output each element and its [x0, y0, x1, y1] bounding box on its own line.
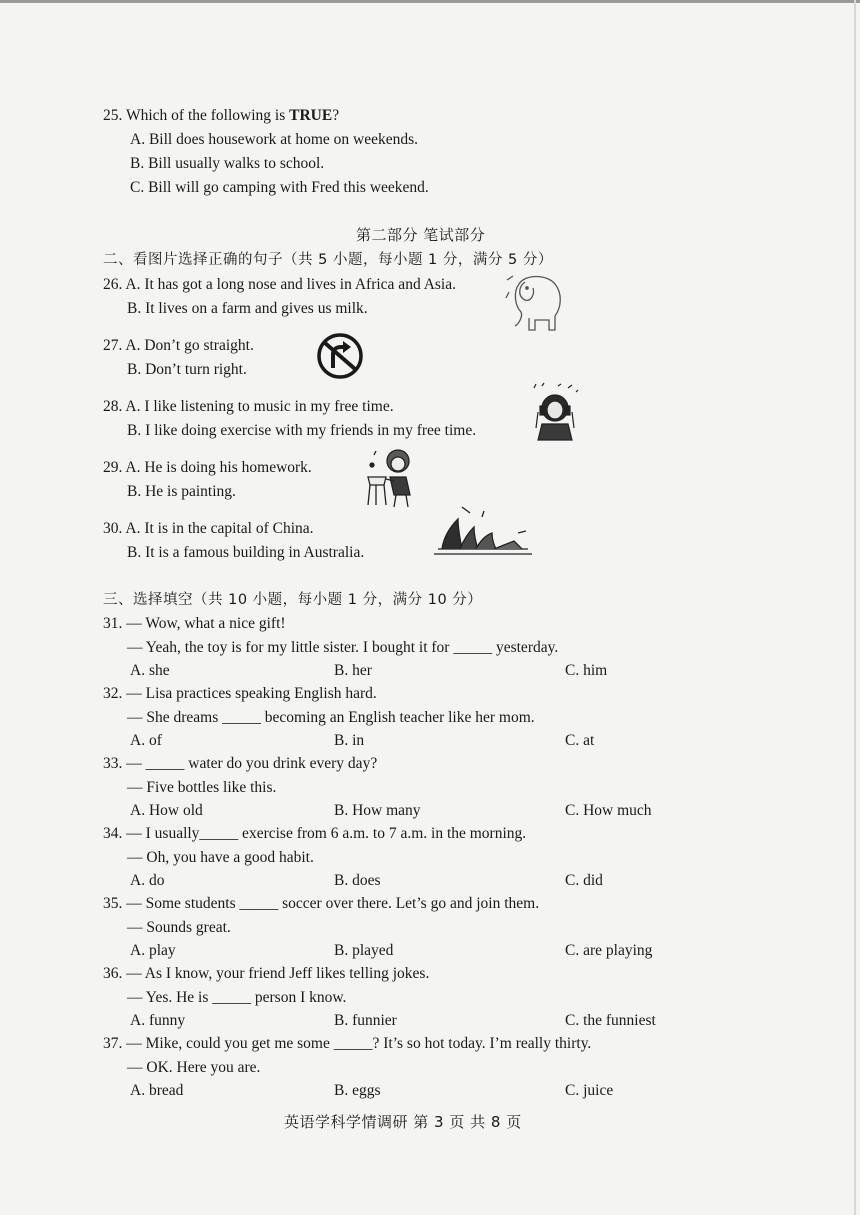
question-33-line-2: — Five bottles like this. — [127, 779, 277, 796]
question-29-option-a: 29. A. He is doing his homework. — [103, 459, 312, 476]
question-33-option-a: A. How old — [130, 802, 203, 819]
question-36-option-c: C. the funniest — [565, 1012, 656, 1029]
question-37-option-a: A. bread — [130, 1082, 184, 1099]
question-36-option-b: B. funnier — [334, 1012, 397, 1029]
question-37-option-c: C. juice — [565, 1082, 614, 1099]
question-29-option-b: B. He is painting. — [127, 483, 236, 500]
section-3-title: 三、选择填空（共 10 小题，每小题 1 分，满分 10 分） — [103, 592, 483, 608]
question-35-option-b: B. played — [334, 942, 394, 959]
question-35-option-a: A. play — [130, 942, 176, 959]
question-31-option-a: A. she — [130, 662, 170, 679]
section-2-title: 二、看图片选择正确的句子（共 5 小题，每小题 1 分，满分 5 分） — [103, 252, 553, 268]
question-35-line-1: 35. — Some students _____ soccer over there. Let’s go and join them. — [103, 895, 540, 912]
question-25-option-a: A. Bill does housework at home on weekends. — [130, 131, 418, 148]
question-34-line-2: — Oh, you have a good habit. — [127, 849, 314, 866]
question-35-option-c: C. are playing — [565, 942, 653, 959]
question-30-option-b: B. It is a famous building in Australia. — [127, 544, 365, 561]
question-25-option-b: B. Bill usually walks to school. — [130, 155, 325, 172]
question-32-option-c: C. at — [565, 732, 595, 749]
question-32-option-b: B. in — [334, 732, 365, 749]
question-25-stem-bold: TRUE — [289, 107, 333, 124]
question-37-line-2: — OK. Here you are. — [127, 1059, 261, 1076]
page-top-edge — [0, 0, 860, 3]
question-28-option-a: 28. A. I like listening to music in my free time. — [103, 398, 394, 415]
question-32-line-1: 32. — Lisa practices speaking English hard. — [103, 685, 377, 702]
question-31-option-b: B. her — [334, 662, 372, 679]
question-34-option-c: C. did — [565, 872, 603, 889]
question-25-stem-end: ? — [332, 107, 340, 124]
no-right-turn-sign-icon — [316, 332, 364, 380]
opera-house-icon — [434, 503, 532, 558]
question-28-option-b: B. I like doing exercise with my friends in my free time. — [127, 422, 477, 439]
question-36-line-1: 36. — As I know, your friend Jeff likes telling jokes. — [103, 965, 430, 982]
question-31-line-2: — Yeah, the toy is for my little sister. I bought it for _____ yesterday. — [127, 639, 559, 656]
question-33-line-1: 33. — _____ water do you drink every day? — [103, 755, 378, 772]
question-27-option-a: 27. A. Don’t go straight. — [103, 337, 254, 354]
elephant-icon — [505, 272, 567, 336]
question-30-option-a: 30. A. It is in the capital of China. — [103, 520, 314, 537]
question-37-line-1: 37. — Mike, could you get me some _____? It’s so hot today. I’m really thirty. — [103, 1035, 592, 1052]
page-footer: 英语学科学情调研 第 3 页 共 8 页 — [284, 1113, 522, 1131]
question-31-option-c: C. him — [565, 662, 608, 679]
question-25-stem — [103, 106, 339, 126]
page-right-edge — [854, 0, 856, 1215]
question-33-option-b: B. How many — [334, 802, 421, 819]
question-32-option-a: A. of — [130, 732, 162, 749]
question-34-line-1: 34. — I usually_____ exercise from 6 a.m. to 7 a.m. in the morning. — [103, 825, 527, 842]
question-31-line-1: 31. — Wow, what a nice gift! — [103, 615, 286, 632]
question-26-option-a: 26. A. It has got a long nose and lives in Africa and Asia. — [103, 276, 456, 293]
question-27-option-b: B. Don’t turn right. — [127, 361, 247, 378]
music-listener-icon — [528, 382, 582, 442]
question-36-line-2: — Yes. He is _____ person I know. — [127, 989, 347, 1006]
boy-painting-icon — [360, 447, 420, 509]
question-37-option-b: B. eggs — [334, 1082, 381, 1099]
question-32-line-2: — She dreams _____ becoming an English teacher like her mom. — [127, 709, 535, 726]
part-two-title: 第二部分 笔试部分 — [356, 226, 486, 244]
question-36-option-a: A. funny — [130, 1012, 186, 1029]
question-34-option-a: A. do — [130, 872, 165, 889]
question-34-option-b: B. does — [334, 872, 381, 889]
question-25-stem-text: 25. Which of the following is — [103, 107, 290, 124]
question-33-option-c: C. How much — [565, 802, 652, 819]
question-26-option-b: B. It lives on a farm and gives us milk. — [127, 300, 368, 317]
question-25-option-c: C. Bill will go camping with Fred this weekend. — [130, 179, 429, 196]
question-35-line-2: — Sounds great. — [127, 919, 231, 936]
